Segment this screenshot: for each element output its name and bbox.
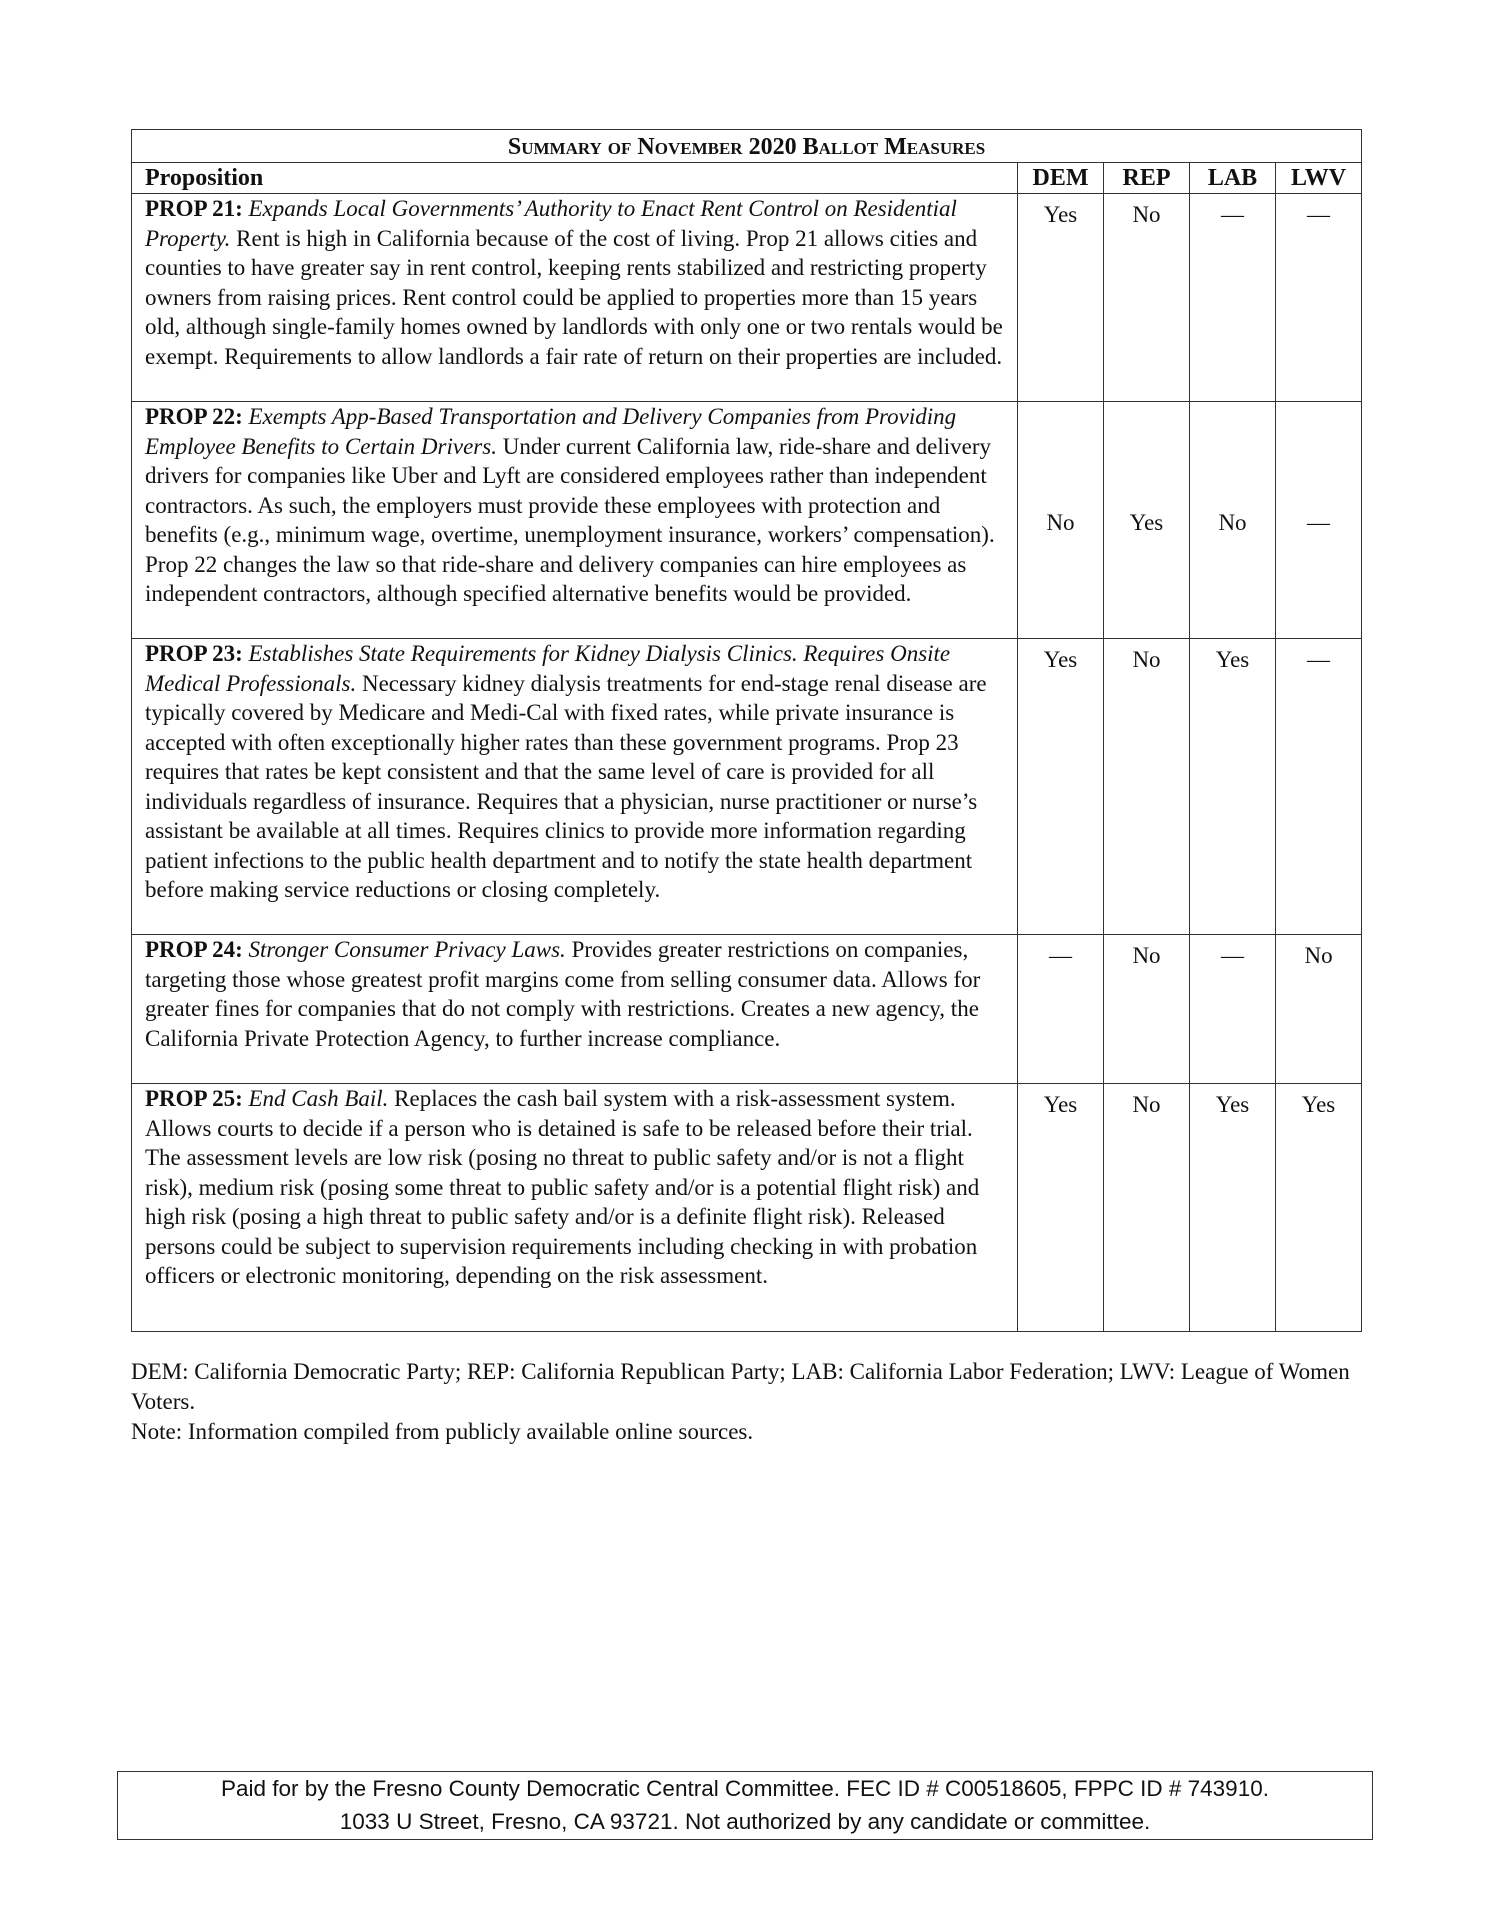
lwv-position: — [1276,639,1362,935]
prop-heading: Establishes State Requirements for Kidney Dialysis Clinics. Requires Onsite Medical Professionals. [145,641,951,696]
prop-description: Rent is high in California because of the cost of living. Prop 21 allows cities and counties to have greater say in rent control, keeping rents stabilized and restricting property owners from raising prices. Rent control could be applied to properties more than 15 years old, although single-family homes owned by landlords with only one or two rentals would be exempt. Requirements to allow landlords a fair rate of return on their properties are included. [145,225,1003,369]
lwv-position: — [1276,402,1362,639]
abbreviation-legend: DEM: California Democratic Party; REP: California Republican Party; LAB: California Labor Federation; LWV: League of Women Voters. [131,1359,1350,1414]
lab-position: Yes [1190,639,1276,935]
prop-label: PROP 23: [145,641,243,666]
table-header-row [132,163,1362,194]
header-dem: DEM [1018,163,1104,194]
prop-description: Necessary kidney dialysis treatments for end-stage renal disease are typically covered by Medicare and Medi-Cal with fixed rates, while private insurance is accepted with often exceptionally higher rates than these government programs. Prop 23 requires that rates be kept consistent and that the same level of care is provided for all individuals regardless of insurance. Requires that a physician, nurse practitioner or nurse’s assistant be available at all times. Requires clinics to provide more information regarding patient infections to the public health department and to notify the state health department before making service reductions or closing completely. [145,670,987,902]
table-row [132,935,1362,1084]
lwv-position: Yes [1276,1084,1362,1332]
disclaimer-line-2: 1033 U Street, Fresno, CA 93721. Not authorized by any candidate or committee. [339,1809,1151,1834]
dem-position: Yes [1018,1084,1104,1332]
proposition-cell [132,1084,1018,1332]
prop-label: PROP 24: [145,937,243,962]
notes-section [131,1357,1381,1447]
dem-position: — [1018,935,1104,1084]
prop-heading: Exempts App-Based Transportation and Delivery Companies from Providing Employee Benefits to Certain Drivers. [145,404,957,459]
table-row [132,402,1362,639]
prop-description: Provides greater restrictions on companies, targeting those whose greatest profit margins come from selling consumer data. Allows for greater fines for companies that do not comply with restrictions. Creates a new agency, the California Private Protection Agency, to further increase compliance. [145,937,981,1051]
header-proposition: Proposition [132,163,1018,194]
dem-position: Yes [1018,639,1104,935]
rep-position: No [1104,1084,1190,1332]
ballot-measures-table [131,129,1362,1332]
prop-description: Replaces the cash bail system with a risk-assessment system. Allows courts to decide if a person who is detained is safe to be released before their trial. The assessment levels are low risk (posing no threat to public safety and/or is not a flight risk), medium risk (posing some threat to public safety and/or is a potential flight risk) and high risk (posing a high threat to public safety and/or is a definite flight risk). Released persons could be subject to supervision requirements including checking in with probation officers or electronic monitoring, depending on the risk assessment. [145,1086,980,1288]
proposition-cell [132,194,1018,402]
lab-position: Yes [1190,1084,1276,1332]
dem-position: Yes [1018,194,1104,402]
prop-heading: End Cash Bail. [248,1086,389,1111]
lab-position: — [1190,935,1276,1084]
rep-position: No [1104,639,1190,935]
header-rep: REP [1104,163,1190,194]
lab-position: No [1190,402,1276,639]
lwv-position: — [1276,194,1362,402]
header-lab: LAB [1190,163,1276,194]
header-lwv: LWV [1276,163,1362,194]
table-row [132,194,1362,402]
proposition-cell [132,935,1018,1084]
source-note: Note: Information compiled from publicly available online sources. [131,1419,754,1444]
paid-for-disclaimer [117,1771,1373,1840]
prop-heading: Expands Local Governments’ Authority to Enact Rent Control on Residential Property. [145,196,957,251]
prop-label: PROP 21: [145,196,243,221]
rep-position: No [1104,935,1190,1084]
dem-position: No [1018,402,1104,639]
prop-heading: Stronger Consumer Privacy Laws. [248,937,566,962]
prop-label: PROP 25: [145,1086,243,1111]
prop-description: Under current California law, ride-share and delivery drivers for companies like Uber and Lyft are considered employees rather than independent contractors. As such, the employers must provide these employees with protection and benefits (e.g., minimum wage, overtime, unemployment insurance, workers’ compensation). Prop 22 changes the law so that ride-share and delivery companies can hire employees as independent contractors, although specified alternative benefits would be provided. [145,433,995,606]
lab-position: — [1190,194,1276,402]
prop-label: PROP 22: [145,404,243,429]
table-row [132,1084,1362,1332]
proposition-cell [132,402,1018,639]
table-row [132,639,1362,935]
table-title: Summary of November 2020 Ballot Measures [132,130,1362,163]
disclaimer-line-1: Paid for by the Fresno County Democratic Central Committee. FEC ID # C00518605, FPPC ID # 743910. [221,1776,1269,1801]
rep-position: Yes [1104,402,1190,639]
lwv-position: No [1276,935,1362,1084]
proposition-cell [132,639,1018,935]
rep-position: No [1104,194,1190,402]
table-title-row [132,130,1362,163]
